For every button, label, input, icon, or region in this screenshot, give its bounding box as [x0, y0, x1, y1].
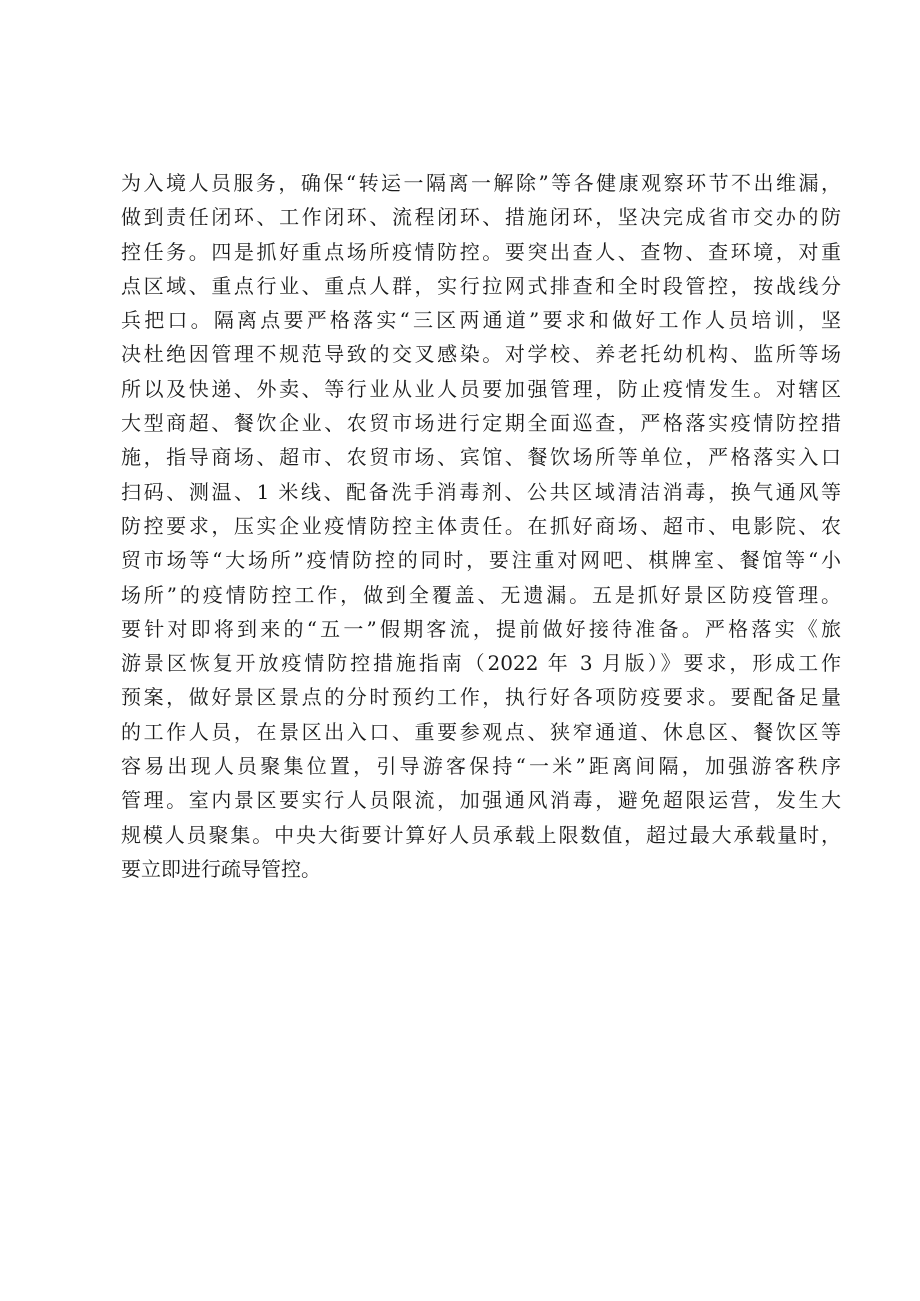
body-paragraph: [121, 166, 841, 886]
text-line: 兵把口。隔离点要严格落实“三区两通道”要求和做好工作人员培训，坚: [121, 308, 841, 333]
text-line: 规模人员聚集。中央大街要计算好人员承载上限数值，超过最大承载量时，: [121, 822, 841, 847]
text-line: 防控要求，压实企业疫情防控主体责任。在抓好商场、超市、电影院、农: [121, 513, 841, 538]
text-line: 的工作人员，在景区出入口、重要参观点、狭窄通道、休息区、餐饮区等: [121, 719, 841, 744]
text-line: 扫码、测温、1 米线、配备洗手消毒剂、公共区域清洁消毒，换气通风等: [121, 479, 841, 504]
text-line: 施，指导商场、超市、农贸市场、宾馆、餐饮场所等单位，严格落实入口: [121, 445, 841, 470]
text-line: 大型商超、餐饮企业、农贸市场进行定期全面巡查，严格落实疫情防控措: [121, 411, 841, 436]
text-line: 游景区恢复开放疫情防控措施指南（2022 年 3 月版）》要求，形成工作: [121, 651, 841, 676]
text-line: 为入境人员服务，确保“转运一隔离一解除”等各健康观察环节不出维漏，: [121, 171, 841, 195]
text-line: 要立即进行疏导管控。: [121, 856, 321, 881]
text-line: 决杜绝因管理不规范导致的交叉感染。对学校、养老托幼机构、监所等场: [121, 342, 841, 367]
text-line: 点区域、重点行业、重点人群，实行拉网式排查和全时段管控，按战线分: [121, 273, 841, 298]
text-line: 所以及快递、外卖、等行业从业人员要加强管理，防止疫情发生。对辖区: [121, 376, 841, 401]
text-line: 管理。室内景区要实行人员限流，加强通风消毒，避免超限运营，发生大: [121, 788, 841, 813]
text-line: 控任务。四是抓好重点场所疫情防控。要突出查人、查物、查环境，对重: [121, 239, 841, 264]
text-line: 做到责任闭环、工作闭环、流程闭环、措施闭环，坚决完成省市交办的防: [121, 205, 841, 230]
text-line: 要针对即将到来的“五一”假期客流，提前做好接待准备。严格落实《旅: [121, 616, 841, 641]
text-line: 场所”的疫情防控工作，做到全覆盖、无遗漏。五是抓好景区防疫管理。: [121, 582, 841, 607]
text-line: 预案，做好景区景点的分时预约工作，执行好各项防疫要求。要配备足量: [121, 685, 841, 710]
text-line: 贸市场等“大场所”疫情防控的同时，要注重对网吧、棋牌室、餐馆等“小: [121, 548, 841, 573]
text-line: 容易出现人员聚集位置，引导游客保持“一米”距离间隔，加强游客秩序: [121, 754, 841, 779]
